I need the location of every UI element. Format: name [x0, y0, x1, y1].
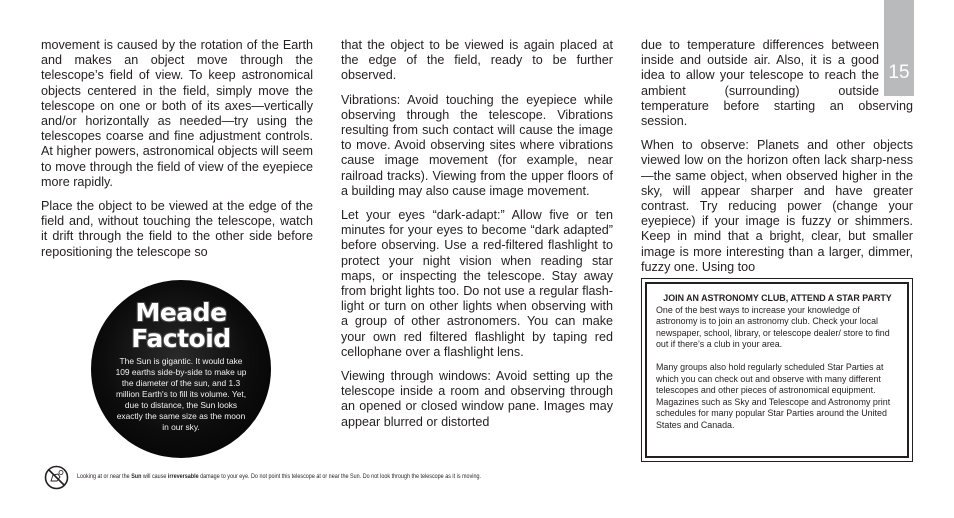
astronomy-club-box — [641, 278, 913, 462]
warning-irreversable: irreversable — [167, 473, 199, 480]
astronomy-club-box-inner — [645, 282, 909, 458]
page-number: 15 — [888, 62, 910, 83]
factoid-title — [91, 300, 271, 352]
paragraph: Vibrations: Avoid touching the eyepiece while observing through the telescope. Vibrations resulting from such contact will cause the image to move. Avoid observing sites where vibrations cause image movement (for example, near railroad tracks). Viewing from the upper floors of a building may also cause image movement. — [341, 92, 613, 198]
club-box-paragraph: One of the best ways to increase your knowledge of astronomy is to join an astronomy club. Check your local newspaper, school, library, or telescope dealer/ store to find out if there’s a club in your area. — [656, 304, 890, 350]
club-box-paragraph: Many groups also hold regularly scheduled Star Parties at which you can check out and observe with many different telescopes and other pieces of astronomical equipment. Magazines such as Sky and Telescope and Astronomy print schedules for many popular Star Parties around the United States and Canada. — [656, 361, 891, 430]
sun-warning-text — [77, 472, 593, 481]
factoid-title-line1: Meade — [135, 298, 227, 327]
factoid-text: The Sun is gigantic. It would take 109 earths side-by-side to make up the diameter of the sun, and 1.3 million Earth's to fill its volume. Yet, due to distance, the Sun looks exactly the same size as the moon in our sky. — [115, 356, 247, 432]
paragraph: Viewing through windows: Avoid setting up the telescope inside a room and observing through an opened or closed window pane. Images may appear blurred or distorted — [341, 369, 613, 429]
paragraph: Place the object to be viewed at the edge of the field and, without touching the telescope, watch it drift through the field to the other side before repositioning the telescope so — [41, 199, 313, 259]
text-column-1 — [41, 38, 313, 269]
text-column-3 — [641, 38, 913, 284]
meade-factoid-badge — [91, 280, 271, 458]
paragraph: due to temperature differences between inside and outside air. Also, it is a good idea to allow your telescope to reach the ambient (surrounding) outside temperature before starting an observing session. — [641, 38, 913, 129]
warning-part: damage to your eye. Do not point this telescope at or near the Sun. Do not look through the telescope as it is moving. — [198, 473, 482, 480]
paragraph: movement is caused by the rotation of the Earth and makes an object move through the telescope’s field of view. To keep astronomical objects centered in the field, simply move the telescope on one or both of its axes—vertically and/or horizontally as needed—try using the telescopes coarse and fine adjustment controls. At higher powers, astronomical objects will seem to move through the field of view of the eyepiece more rapidly. — [41, 38, 313, 189]
warning-part: will cause — [141, 473, 168, 480]
paragraph: When to observe: Planets and other objects viewed low on the horizon often lack sharp-ness—the same object, when observed higher in the sky, will appear sharper and have greater contrast. Try reducing power (change your eyepiece) if your image is fuzzy or shimmers. Keep in mind that a bright, clear, but smaller image is more interesting than a larger, dimmer, fuzzy one. Using too — [641, 138, 913, 274]
warning-part: Looking at or near the — [77, 473, 132, 480]
paragraph: that the object to be viewed is again placed at the edge of the field, ready to be further observed. — [341, 38, 613, 83]
warning-sun: Sun — [131, 473, 142, 480]
no-sun-viewing-icon — [44, 465, 69, 490]
factoid-title-line2: Factoid — [131, 324, 231, 353]
text-column-2 — [341, 38, 613, 439]
club-box-title: JOIN AN ASTRONOMY CLUB, ATTEND A STAR PARTY — [663, 293, 892, 303]
paragraph: Let your eyes “dark-adapt:” Allow five or ten minutes for your eyes to become “dark adapted” before observing. Use a red-filtered flashlight to protect your night vision when reading star maps, or inspecting the telescope. Stay away from bright lights too. Do not use a regular flash-light or turn on other lights when observing with a group of other astronomers. You can make your own red filtered flashlight by taping red cellophane over a flashlight lens. — [341, 208, 613, 359]
tab-wrap-spacer — [879, 38, 913, 98]
